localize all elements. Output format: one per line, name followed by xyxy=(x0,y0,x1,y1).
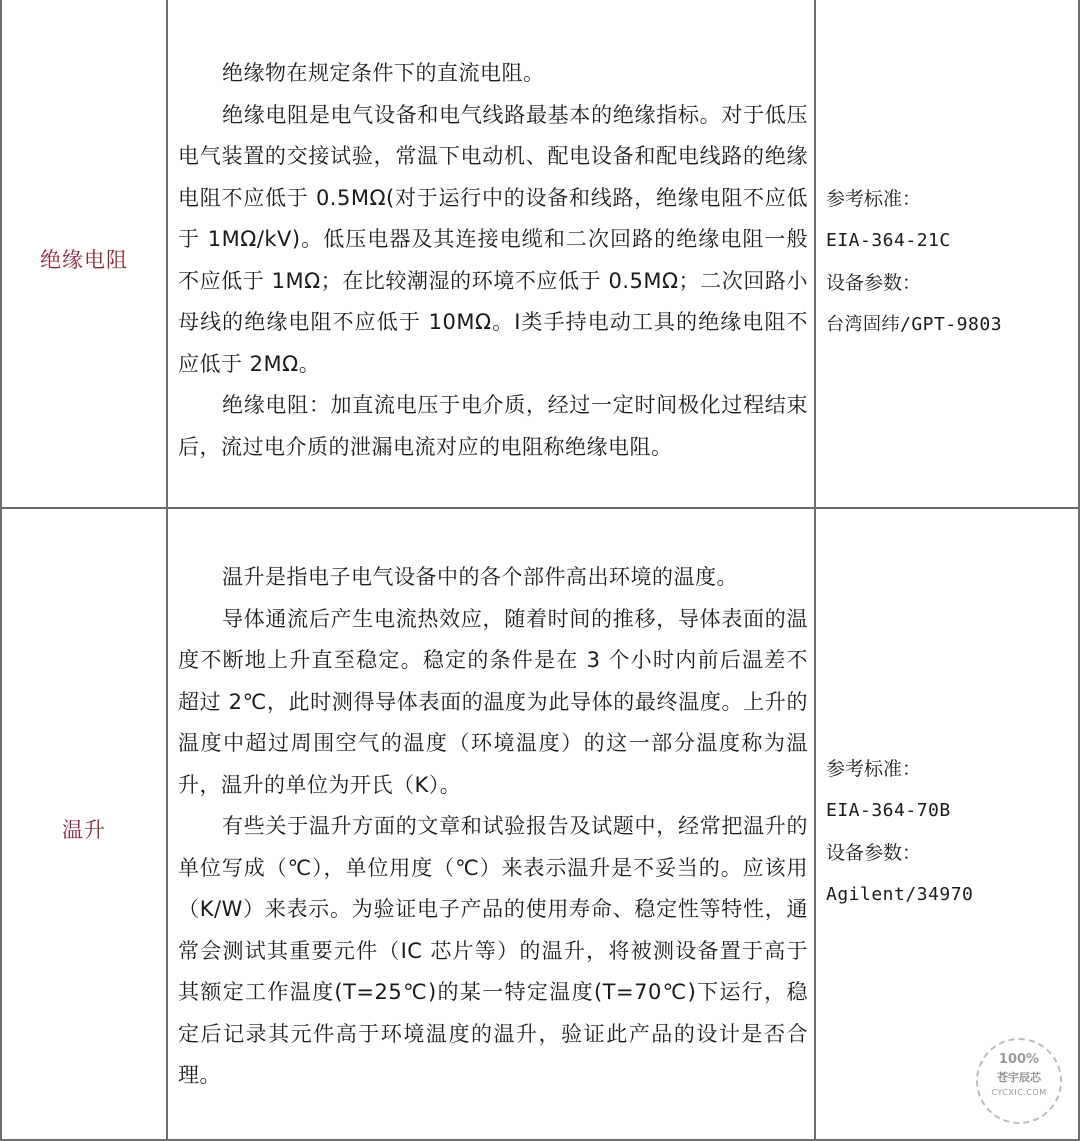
watermark-bottom: CYCXIC.COM xyxy=(991,1088,1047,1097)
paragraph: 温升是指电子电气设备中的各个部件高出环境的温度。 xyxy=(222,565,738,589)
description-cell xyxy=(178,53,808,468)
column-divider-2 xyxy=(814,0,816,1141)
equipment-value: Agilent/34970 xyxy=(826,884,974,905)
watermark-middle: 苍宇辰芯 xyxy=(997,1071,1041,1084)
paragraph: 绝缘电阻是电气设备和电气线路最基本的绝缘指标。对于低压电气装置的交接试验，常温下电动机、配电设备和配电线路的绝缘电阻不应低于 0.5MΩ(对于运行中的设备和线路，绝缘电阻不应低于 1MΩ/kV)。低压电器及其连接电缆和二次回路的绝缘电阻一般不应低于 1MΩ；在比较潮湿的环境不应低于 0.5MΩ；二次回路小母线的绝缘电阻不应低于 10MΩ。Ⅰ类手持电动工具的绝缘电阻不应低于 2MΩ。 xyxy=(178,102,808,376)
equipment-value: 台湾固纬/GPT-9803 xyxy=(826,314,1003,335)
reference-value: EIA-364-70B xyxy=(826,800,951,821)
equipment-label: 设备参数： xyxy=(826,842,922,864)
reference-value: EIA-364-21C xyxy=(826,230,951,251)
column-divider-1 xyxy=(166,0,168,1141)
paragraph: 绝缘物在规定条件下的直流电阻。 xyxy=(222,61,545,85)
reference-label: 参考标准： xyxy=(826,188,922,210)
description-cell xyxy=(178,557,808,1097)
watermark-top: 100% xyxy=(998,1052,1040,1067)
reference-label: 参考标准： xyxy=(826,758,922,780)
watermark-stamp xyxy=(976,1038,1062,1124)
paragraph: 导体通流后产生电流热效应，随着时间的推移，导体表面的温度不断地上升直至稳定。稳定的条件是在 3 个小时内前后温差不超过 2℃，此时测得导体表面的温度为此导体的最终温度。上升的温度中超过周围空气的温度（环境温度）的这一部分温度称为温升，温升的单位为开氏（K）。 xyxy=(178,606,808,797)
term-cell: 绝缘电阻 xyxy=(40,248,128,272)
equipment-label: 设备参数： xyxy=(826,272,922,294)
row-divider xyxy=(0,507,1080,509)
table-border-left xyxy=(0,0,2,1141)
paragraph: 有些关于温升方面的文章和试验报告及试题中，经常把温升的单位写成（℃），单位用度（℃）来表示温升是不妥当的。应该用（K/W）来表示。为验证电子产品的使用寿命、稳定性等特性，通常会测试其重要元件（IC 芯片等）的温升，将被测设备置于高于其额定工作温度(T=25℃)的某一特定温度(T=70℃)下运行，稳定后记录其元件高于环境温度的温升，验证此产品的设计是否合理。 xyxy=(178,814,808,1087)
paragraph: 绝缘电阻：加直流电压于电介质，经过一定时间极化过程结束后，流过电介质的泄漏电流对应的电阻称绝缘电阻。 xyxy=(178,393,808,459)
term-cell: 温升 xyxy=(62,818,106,842)
reference-cell xyxy=(826,748,1076,916)
reference-cell xyxy=(826,178,1076,346)
